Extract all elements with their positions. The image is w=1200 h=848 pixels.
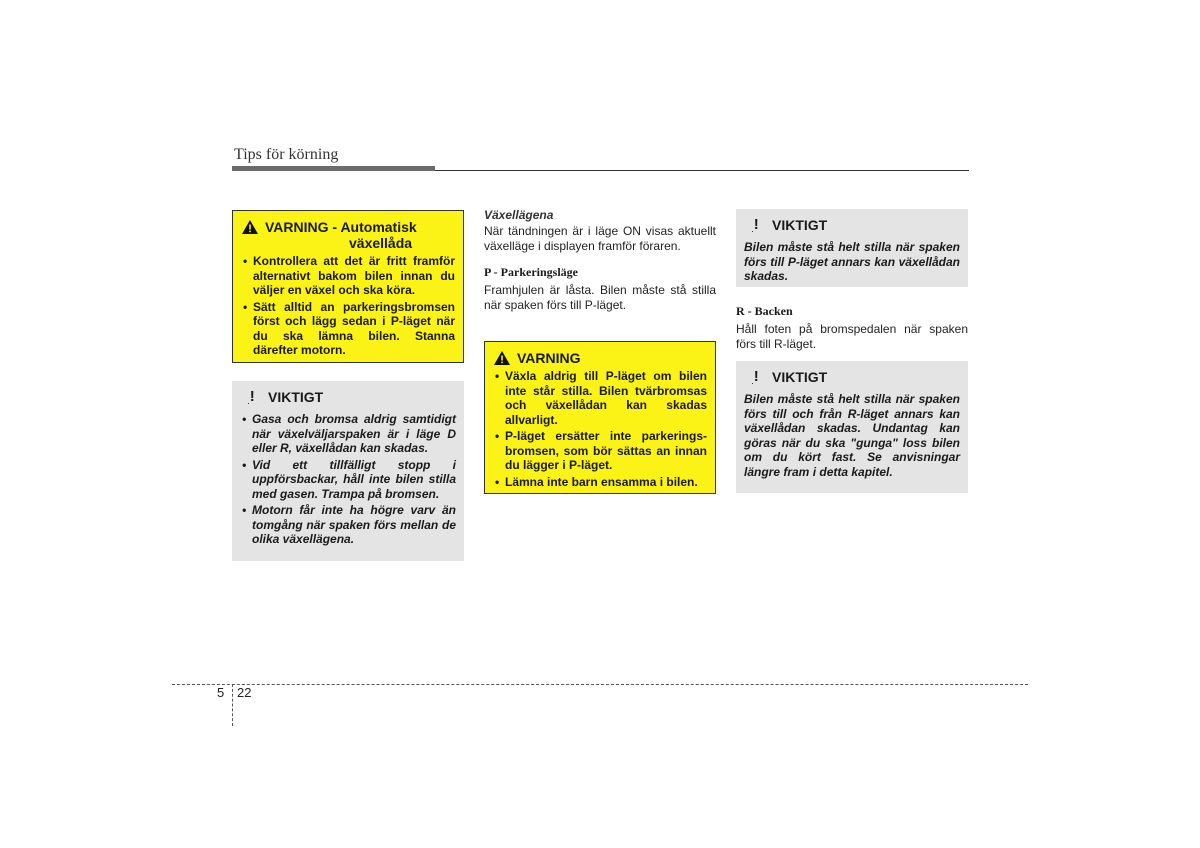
warning-box-automatic (232, 210, 464, 363)
warning-list (493, 369, 707, 489)
footer-section-number: 5 (217, 685, 225, 700)
section-subtitle: Växellägena (484, 208, 554, 222)
p-text: Framhjulen är låsta. Bilen måste stå stilla när spaken förs till P-läget. (484, 283, 716, 312)
note-list (240, 412, 456, 547)
header-rule-thin (435, 170, 969, 171)
gear-positions-section (484, 208, 716, 312)
note-text: Bilen måste stå helt stilla när spaken förs till och från R-läget annars kan växellådan skadas. Undantag kan göras när du ska "gunga" loss bilen om du kört fast. Se anvisningar längre fram i detta kapitel. (744, 392, 960, 479)
list-item: • Vid ett tillfälligt stopp i uppförsbackar, håll inte bilen stilla med gasen. Trampa på bromsen. (240, 458, 456, 502)
warning-title-line1: VARNING - Automatisk (265, 219, 417, 235)
r-heading: R - Backen (736, 304, 793, 318)
list-item: • Gasa och bromsa aldrig samtidigt när växelväljarspaken är i läge D eller R, växellådan kan skadas. (240, 412, 456, 456)
warning-title (241, 219, 455, 251)
list-item: • Motorn får inte ha högre varv än tomgång när spaken förs mellan de olika växellägena. (240, 503, 456, 547)
note-title (744, 217, 960, 237)
note-box-right-bottom (736, 361, 968, 493)
footer-dashed-rule (172, 684, 1028, 685)
header-rule-thick (232, 166, 435, 171)
note-text: Bilen måste stå helt stilla när spaken förs till P-läget annars kan växellådan skadas. (744, 240, 960, 283)
r-text: Håll foten på bromspedalen när spaken förs till R-läget. (736, 322, 968, 351)
exclamation-icon: $_.$! (751, 368, 759, 386)
list-item: • Lämna inte barn ensamma i bilen. (493, 475, 707, 490)
warning-title (493, 350, 707, 366)
warning-triangle-icon (493, 350, 511, 366)
footer-dashed-divider (232, 684, 233, 726)
list-item: • Sätt alltid an parkeringsbromsen först och lägg sedan i P-läget när du ska lämna bilen. Stanna därefter motorn. (241, 300, 455, 358)
note-title-text: VIKTIGT (268, 389, 324, 405)
p-heading: P - Parkeringsläge (484, 265, 578, 279)
list-item: • Växla aldrig till P-läget om bilen inte står stilla. Bilen tvärbromsas och växellådan kan skadas allvarligt. (493, 369, 707, 427)
warning-box-park (484, 341, 716, 494)
note-box-right-top (736, 209, 968, 287)
note-title-text: VIKTIGT (772, 217, 828, 233)
exclamation-icon: $_.$! (751, 216, 759, 234)
exclamation-icon: $_.$! (247, 388, 255, 406)
note-title (240, 389, 456, 409)
reverse-section (736, 304, 968, 351)
warning-triangle-icon (241, 219, 259, 235)
warning-title-line2: växellåda (349, 235, 413, 251)
section-intro: När tändningen är i läge ON visas aktuellt växelläge i displayen framför föraren. (484, 224, 716, 253)
note-box-left (232, 381, 464, 561)
warning-list (241, 254, 455, 358)
page-header-title: Tips för körning (234, 146, 339, 163)
warning-title-text: VARNING (517, 350, 581, 366)
footer-page-number: 22 (237, 685, 252, 700)
list-item: • Kontrollera att det är fritt framför alternativt bakom bilen innan du väljer en växel och ska köra. (241, 254, 455, 298)
note-title (744, 369, 960, 389)
list-item: • P-läget ersätter inte parkerings-bromsen, som bör sättas an innan du lägger i P-läget. (493, 429, 707, 473)
note-title-text: VIKTIGT (772, 369, 828, 385)
